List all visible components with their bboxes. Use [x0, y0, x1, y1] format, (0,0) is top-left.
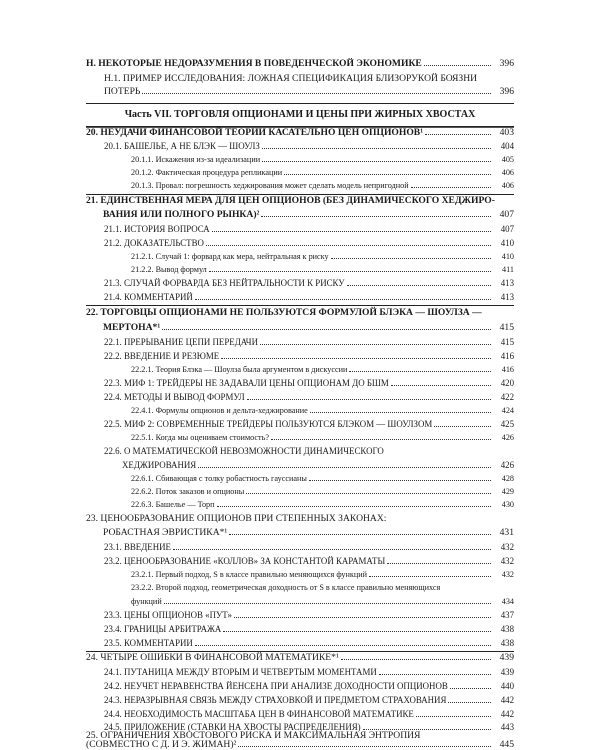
entry-title: H.1. ПРИМЕР ИССЛЕДОВАНИЯ: ЛОЖНАЯ СПЕЦИФИКАЦИЯ БЛИЗОРУКОЙ БОЯЗНИ — [104, 73, 478, 84]
entry-title: 23.2. ЦЕНООБРАЗОВАНИЕ «КОЛЛОВ» ЗА КОНСТАНТОЙ КАРАМАТЫ — [104, 556, 386, 566]
toc-entry-23-4[interactable] — [104, 624, 514, 634]
toc-entry-20-1-3[interactable] — [131, 181, 514, 190]
dot-leader — [223, 631, 491, 632]
entry-page: 438 — [500, 624, 514, 634]
toc-entry-21-3[interactable] — [104, 278, 514, 288]
entry-title: 24.2. НЕУЧЕТ НЕРАВЕНСТВА ЙЕНСЕНА ПРИ АНАЛИЗЕ ДОХОДНОСТИ ОПЦИОНОВ — [104, 681, 448, 691]
dot-leader — [261, 216, 491, 217]
dot-leader — [246, 493, 491, 494]
dot-leader — [142, 93, 491, 94]
toc-entry-22-6-1[interactable] — [131, 474, 514, 483]
toc-entry-23-2-2-line1[interactable] — [131, 583, 440, 592]
entry-title: 22.2. ВВЕДЕНИЕ И РЕЗЮМЕ — [104, 351, 220, 361]
toc-entry-h1-line2[interactable] — [104, 86, 514, 97]
toc-entry-23-2[interactable] — [104, 556, 514, 566]
entry-page: 404 — [500, 141, 514, 151]
dot-leader — [434, 426, 491, 427]
toc-entry-23-5[interactable] — [104, 638, 514, 648]
entry-title: 20. НЕУДАЧИ ФИНАНСОВОЙ ТЕОРИИ КАСАТЕЛЬНО ЦЕН ОПЦИОНОВ¹ — [86, 127, 424, 138]
entry-title: 22.4. МЕТОДЫ И ВЫВОД ФОРМУЛ — [104, 392, 245, 402]
entry-page: 416 — [500, 351, 514, 361]
entry-title: 22.5. МИФ 2: СОВРЕМЕННЫЕ ТРЕЙДЕРЫ ПОЛЬЗУЮТСЯ БЛЭКОМ — ШОУЛЗОМ — [104, 419, 433, 429]
entry-page: 406 — [501, 181, 514, 190]
entry-title: ХЕДЖИРОВАНИЯ — [122, 460, 197, 470]
dot-leader — [262, 161, 491, 162]
entry-title: 21. ЕДИНСТВЕННАЯ МЕРА ДЛЯ ЦЕН ОПЦИОНОВ (БЕЗ ДИНАМИЧЕСКОГО ХЕДЖИРО- — [86, 195, 495, 206]
dot-leader — [349, 371, 491, 372]
entry-title: 22.6.3. Башелье — Торп — [131, 500, 215, 509]
toc-entry-22-line2[interactable] — [103, 322, 514, 333]
toc-entry-23-3[interactable] — [104, 610, 514, 620]
entry-page: 442 — [500, 695, 514, 705]
entry-page: 413 — [500, 278, 514, 288]
entry-title: 21.4. КОММЕНТАРИЙ — [104, 292, 193, 302]
entry-page: 410 — [500, 238, 514, 248]
dot-leader — [198, 467, 491, 468]
entry-page: 440 — [500, 681, 514, 691]
entry-page: 443 — [500, 722, 514, 732]
entry-title: 24.4. НЕОБХОДИМОСТЬ МАСШТАБА ЦЕН В ФИНАНСОВОЙ МАТЕМАТИКЕ — [104, 709, 414, 719]
dot-leader — [247, 399, 491, 400]
toc-entry-22-6-line2[interactable] — [122, 460, 514, 470]
entry-page: 424 — [501, 406, 514, 415]
toc-entry-22-6-line1[interactable] — [104, 446, 384, 456]
entry-page: 434 — [501, 597, 514, 606]
dot-leader — [217, 506, 491, 507]
entry-page: 428 — [501, 474, 514, 483]
toc-entry-22-4-1[interactable] — [131, 406, 514, 415]
toc-entry-22-1[interactable] — [104, 337, 514, 347]
toc-entry-21-line2[interactable] — [103, 209, 514, 220]
entry-page: 426 — [500, 460, 514, 470]
toc-entry-24[interactable] — [86, 652, 514, 663]
entry-title: 20.1.3. Провал: погрешность хеджирования может сделать модель непригодной — [131, 181, 409, 190]
entry-title: H. НЕКОТОРЫЕ НЕДОРАЗУМЕНИЯ В ПОВЕДЕНЧЕСКОЙ ЭКОНОМИКЕ — [86, 58, 422, 69]
dot-leader — [424, 65, 491, 66]
entry-title: 22.6.1. Сбивающая с толку робастность гауссианы — [131, 474, 307, 483]
dot-leader — [416, 716, 491, 717]
entry-page: 426 — [501, 433, 514, 442]
dot-leader — [448, 702, 491, 703]
dot-leader — [173, 549, 491, 550]
entry-title: 23.1. ВВЕДЕНИЕ — [104, 542, 171, 552]
entry-title: 22.1. ПРЕРЫВАНИЕ ЦЕПИ ПЕРЕДАЧИ — [104, 337, 258, 347]
entry-title: 21.2.1. Случай 1: форвард как мера, нейтральная к риску — [131, 252, 329, 261]
toc-entry-23-line2[interactable] — [103, 527, 514, 538]
dot-leader — [195, 645, 491, 646]
toc-entry-24-1[interactable] — [104, 667, 514, 677]
entry-page: 422 — [500, 392, 514, 402]
entry-page: 439 — [500, 667, 514, 677]
dot-leader — [391, 385, 491, 386]
toc-entry-21-1[interactable] — [104, 224, 514, 234]
toc-entry-22-2-1[interactable] — [131, 365, 514, 374]
entry-page: 439 — [499, 652, 514, 663]
entry-title: функций — [131, 597, 162, 606]
entry-title: 23.4. ГРАНИЦЫ АРБИТРАЖА — [104, 624, 222, 634]
toc-entry-24-2[interactable] — [104, 681, 514, 691]
dot-leader — [310, 412, 491, 413]
entry-page: 438 — [500, 638, 514, 648]
toc-entry-20-1[interactable] — [104, 141, 514, 151]
entry-title: 24.3. НЕРАЗРЫВНАЯ СВЯЗЬ МЕЖДУ СТРАХОВКОЙ И ПРЕДМЕТОМ СТРАХОВАНИЯ — [104, 695, 447, 705]
entry-title: 21.3. СЛУЧАЙ ФОРВАРДА БЕЗ НЕЙТРАЛЬНОСТИ К РИСКУ — [104, 278, 345, 288]
dot-leader — [411, 187, 491, 188]
entry-page: 430 — [501, 500, 514, 509]
dot-leader — [212, 231, 491, 232]
toc-entry-21-2[interactable] — [104, 238, 514, 248]
entry-title: 24. ЧЕТЫРЕ ОШИБКИ В ФИНАНСОВОЙ МАТЕМАТИКЕ*¹ — [86, 652, 339, 663]
entry-page: 420 — [500, 378, 514, 388]
entry-page: 413 — [500, 292, 514, 302]
entry-title: 23. ЦЕНООБРАЗОВАНИЕ ОПЦИОНОВ ПРИ СТЕПЕННЫХ ЗАКОНАХ: — [86, 513, 387, 524]
dot-leader — [341, 659, 491, 660]
toc-entry-23-1[interactable] — [104, 542, 514, 552]
dot-leader — [387, 563, 491, 564]
toc-entry-25-line2[interactable] — [86, 739, 514, 750]
dot-leader — [425, 134, 491, 135]
entry-page: 396 — [499, 86, 514, 97]
dot-leader — [309, 480, 491, 481]
part-title: Часть VII. ТОРГОВЛЯ ОПЦИОНАМИ И ЦЕНЫ ПРИ ЖИРНЫХ ХВОСТАХ — [124, 109, 476, 120]
entry-title: РОБАСТНАЯ ЭВРИСТИКА*¹ — [103, 527, 228, 538]
toc-entry-22-line1[interactable] — [86, 307, 482, 318]
entry-title: МЕРТОНА*¹ — [103, 322, 161, 333]
toc-entry-21-4[interactable] — [104, 292, 514, 302]
toc-entry-h1-line1[interactable] — [104, 73, 477, 84]
dot-leader — [195, 299, 491, 300]
toc-entry-22-6-2[interactable] — [131, 487, 514, 496]
entry-title: 23.2.2. Второй подход, геометрическая доходность от S в классе правильно меняющихся — [131, 583, 441, 592]
entry-page: 407 — [499, 209, 514, 220]
entry-page: 429 — [501, 487, 514, 496]
dot-leader — [221, 358, 491, 359]
toc-entry-22-5-1[interactable] — [131, 433, 514, 442]
entry-title: ВАНИЯ ИЛИ ПОЛНОГО РЫНКА)² — [103, 209, 260, 220]
toc-entry-23-2-1[interactable] — [131, 570, 514, 579]
entry-page: 415 — [500, 337, 514, 347]
dot-leader — [379, 674, 491, 675]
toc-entry-20[interactable] — [86, 127, 514, 138]
dot-leader — [234, 617, 491, 618]
entry-title: 23.2.1. Первый подход, S в классе правильно меняющихся функций — [131, 570, 368, 579]
entry-title: 24.1. ПУТАНИЦА МЕЖДУ ВТОРЫМ И ЧЕТВЕРТЫМ МОМЕНТАМИ — [104, 667, 377, 677]
entry-page: 431 — [499, 527, 514, 538]
dot-leader — [347, 285, 491, 286]
toc-entry-22-5[interactable] — [104, 419, 514, 429]
dot-leader — [162, 329, 491, 330]
dot-leader — [369, 576, 491, 577]
dot-leader — [262, 148, 491, 149]
toc-entry-24-4[interactable] — [104, 709, 514, 719]
dot-leader — [450, 688, 491, 689]
entry-title: 20.1.2. Фактическая процедура репликации — [131, 168, 283, 177]
entry-title: 22.2.1. Теория Блэка — Шоулза была аргументом в дискуссии — [131, 365, 348, 374]
toc-entry-22-4[interactable] — [104, 392, 514, 402]
entry-title: 23.3. ЦЕНЫ ОПЦИОНОВ «ПУТ» — [104, 610, 232, 620]
entry-title: 22.5.1. Когда мы оцениваем стоимость? — [131, 433, 269, 442]
section-rule — [86, 103, 514, 104]
entry-title: (СОВМЕСТНО С Д. И Э. ЖИМАН)² — [86, 739, 237, 750]
entry-page: 415 — [499, 322, 514, 333]
entry-page: 432 — [500, 542, 514, 552]
toc-entry-23-2-2-line2[interactable] — [131, 597, 514, 606]
dot-leader — [238, 746, 491, 747]
toc-entry-22-2[interactable] — [104, 351, 514, 361]
dot-leader — [260, 344, 491, 345]
entry-title: 21.2.2. Вывод формул — [131, 265, 207, 274]
entry-page: 411 — [502, 265, 514, 274]
entry-title: 22.4.1. Формулы опционов и дельта-хеджирование — [131, 406, 308, 415]
entry-page: 396 — [499, 58, 514, 69]
entry-title: 22.3. МИФ 1: ТРЕЙДЕРЫ НЕ ЗАДАВАЛИ ЦЕНЫ ОПЦИОНАМ ДО БШМ — [104, 378, 389, 388]
entry-title: ПОТЕРЬ — [104, 86, 141, 97]
entry-page: 406 — [501, 168, 514, 177]
toc-entry-21-2-1[interactable] — [131, 252, 514, 261]
dot-leader — [331, 258, 491, 259]
dot-leader — [229, 534, 491, 535]
entry-title: 22.6. О МАТЕМАТИЧЕСКОЙ НЕВОЗМОЖНОСТИ ДИНАМИЧЕСКОГО — [104, 446, 384, 456]
entry-page: 445 — [499, 739, 514, 750]
toc-entry-20-1-2[interactable] — [131, 168, 514, 177]
dot-leader — [284, 174, 491, 175]
entry-page: 403 — [499, 127, 514, 138]
entry-title: 23.5. КОММЕНТАРИИ — [104, 638, 193, 648]
entry-title: 22. ТОРГОВЦЫ ОПЦИОНАМИ НЕ ПОЛЬЗУЮТСЯ ФОРМУЛОЙ БЛЭКА — ШОУЛЗА — — [86, 307, 482, 318]
entry-page: 432 — [501, 570, 514, 579]
entry-title: 24.5. ПРИЛОЖЕНИЕ (СТАВКИ НА ХВОСТЫ РАСПРЕДЕЛЕНИЯ) — [104, 722, 361, 732]
section-rule — [86, 305, 514, 306]
dot-leader — [271, 439, 491, 440]
entry-page: 425 — [500, 419, 514, 429]
toc-entry-24-3[interactable] — [104, 695, 514, 705]
toc-entry-21-2-2[interactable] — [131, 265, 514, 274]
toc-entry-21-line1[interactable] — [86, 195, 495, 206]
entry-title: 20.1.1. Искажения из-за идеализации — [131, 155, 261, 164]
toc-entry-20-1-1[interactable] — [131, 155, 514, 164]
entry-page: 437 — [500, 610, 514, 620]
entry-title: 20.1. БАШЕЛЬЕ, А НЕ БЛЭК — ШОУЛЗ — [104, 141, 260, 151]
entry-page: 432 — [500, 556, 514, 566]
dot-leader — [206, 245, 491, 246]
entry-page: 442 — [500, 709, 514, 719]
dot-leader — [209, 271, 491, 272]
toc-entry-22-3[interactable] — [104, 378, 514, 388]
toc-entry-23-line1[interactable] — [86, 513, 386, 524]
entry-page: 416 — [501, 365, 514, 374]
toc-entry-22-6-3[interactable] — [131, 500, 514, 509]
entry-title: 22.6.2. Поток заказов и опционы — [131, 487, 245, 496]
entry-title: 21.1. ИСТОРИЯ ВОПРОСА — [104, 224, 210, 234]
entry-page: 405 — [501, 155, 514, 164]
entry-page: 410 — [501, 252, 514, 261]
entry-title: 21.2. ДОКАЗАТЕЛЬСТВО — [104, 238, 204, 248]
toc-entry-h[interactable] — [86, 58, 514, 69]
entry-title: 25. ОГРАНИЧЕНИЯ ХВОСТОВОГО РИСКА И МАКСИМАЛЬНАЯ ЭНТРОПИЯ — [86, 730, 421, 741]
dot-leader — [164, 603, 491, 604]
entry-page: 407 — [500, 224, 514, 234]
